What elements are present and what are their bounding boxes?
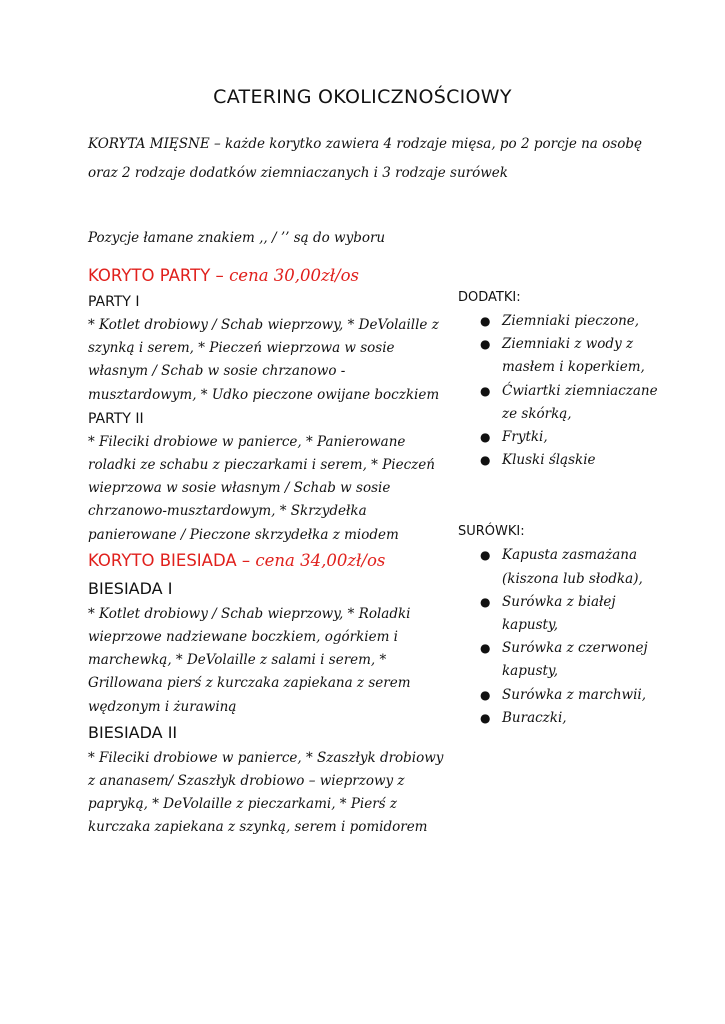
koryto-biesiada-heading bbox=[88, 547, 453, 575]
list-item: ● Ziemniaki z wody z masłem i koperkiem, bbox=[458, 333, 658, 379]
list-item: ● Surówka z marchwii, bbox=[458, 684, 658, 707]
party-1-items: * Kotlet drobiowy / Schab wieprzowy, * DeVolaille z szynką i serem, * Pieczeń wieprzowa w sosie własnym / Schab w sosie chrzanowo - musztardowym, * Udko pieczone owijane boczkiem bbox=[88, 317, 440, 403]
koryto-party-title: KORYTO PARTY – bbox=[88, 266, 230, 285]
biesiada-2-items: * Fileciki drobiowe w panierce, * Szaszłyk drobiowy z ananasem/ Szaszłyk drobiowo – wieprzowy z papryką, * DeVolaille z pieczarkami, * Pierś z kurczaka zapiekana z szynką, serem i pomidorem bbox=[88, 749, 444, 836]
bullet-icon: ● bbox=[480, 430, 491, 445]
koryto-biesiada-price: cena 34,00zł/os bbox=[255, 550, 386, 570]
list-item: ● Kluski śląskie bbox=[458, 449, 658, 472]
party-1-heading: PARTY I bbox=[88, 294, 140, 310]
list-item: ● Ziemniaki pieczone, bbox=[458, 310, 658, 333]
list-item: ● Ćwiartki ziemniaczane ze skórką, bbox=[458, 380, 658, 426]
koryto-party-heading bbox=[88, 262, 453, 290]
surowki-list bbox=[458, 544, 658, 730]
koryto-party-price: cena 30,00zł/os bbox=[229, 266, 360, 285]
bullet-icon: ● bbox=[480, 594, 491, 609]
list-item: ● Frytki, bbox=[458, 426, 658, 449]
bullet-icon: ● bbox=[480, 548, 491, 563]
bullet-icon: ● bbox=[480, 314, 491, 328]
biesiada-2-heading: BIESIADA II bbox=[88, 722, 178, 742]
list-item: ● Buraczki, bbox=[458, 707, 658, 730]
list-item: ● Surówka z białej kapusty, bbox=[458, 591, 658, 637]
list-item: ● Surówka z czerwonej kapusty, bbox=[458, 637, 658, 683]
bullet-icon: ● bbox=[480, 641, 491, 656]
list-item: ● Kapusta zasmażana (kiszona lub słodka), bbox=[458, 544, 658, 590]
bullet-icon: ● bbox=[480, 453, 491, 468]
sides-column bbox=[458, 286, 658, 730]
selection-note: Pozycje łamane znakiem ,, / ’’ są do wyboru bbox=[88, 230, 386, 246]
bullet-icon: ● bbox=[480, 337, 491, 352]
bullet-icon: ● bbox=[480, 710, 491, 725]
party-2-items: * Fileciki drobiowe w panierce, * Panierowane roladki ze schabu z pieczarkami i serem, * Pieczeń wieprzowa w sosie własnym / Schab w sosie chrzanowo-musztardowym, * Skrzydełka panierowane / Pieczone skrzydełka z miodem bbox=[88, 433, 435, 543]
party-2-heading: PARTY II bbox=[88, 410, 144, 427]
bullet-icon: ● bbox=[480, 687, 491, 702]
dodatki-heading: DODATKI: bbox=[458, 290, 521, 305]
koryto-biesiada-title: KORYTO BIESIADA – bbox=[88, 550, 256, 570]
page-title: CATERING OKOLICZNOŚCIOWY bbox=[213, 86, 512, 108]
intro-paragraph: KORYTA MIĘSNE – każde korytko zawiera 4 rodzaje mięsa, po 2 porcje na osobę oraz 2 rodzaje dodatków ziemniaczanych i 3 rodzaje surówek bbox=[88, 136, 642, 181]
menu-column bbox=[88, 262, 453, 840]
bullet-icon: ● bbox=[480, 383, 491, 398]
surowki-heading: SURÓWKI: bbox=[458, 524, 525, 540]
dodatki-list bbox=[458, 310, 658, 472]
biesiada-1-items: * Kotlet drobiowy / Schab wieprzowy, * Roladki wieprzowe nadziewane boczkiem, ogórkiem i marchewką, * DeVolaille z salami i serem, * Grillowana pierś z kurczaka zapiekana z serem wędzonym i żurawiną bbox=[88, 605, 411, 715]
biesiada-1-heading: BIESIADA I bbox=[88, 578, 173, 598]
